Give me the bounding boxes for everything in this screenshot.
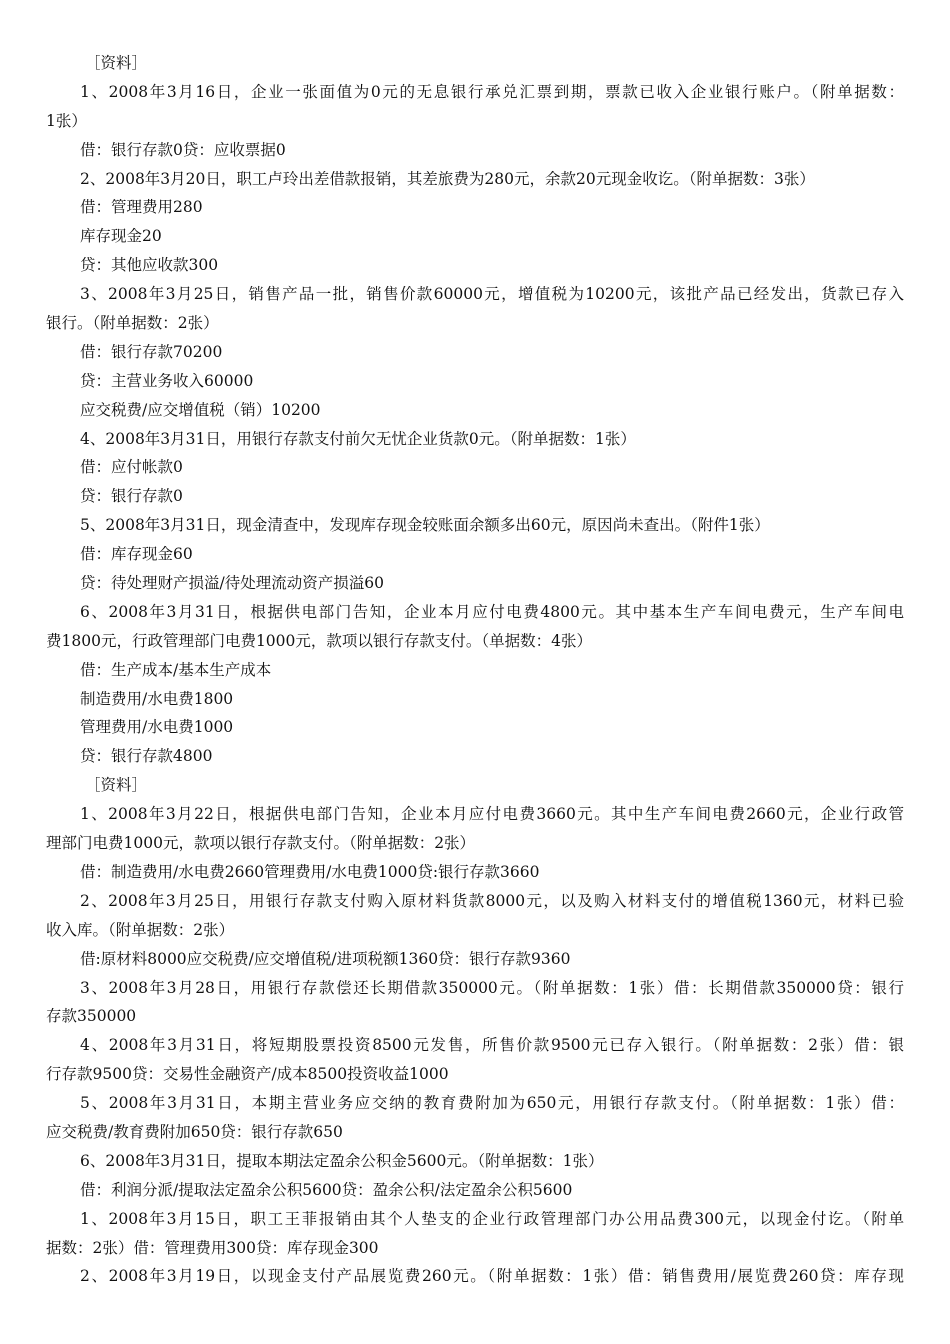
text-line: 3、2008年3月28日，用银行存款偿还长期借款350000元。（附单据数：1张）借：长期借款350000贷：银行 <box>80 978 904 997</box>
text-line: 贷：其他应收款300 <box>80 256 219 275</box>
text-line: 1、2008年3月22日，根据供电部门告知，企业本月应付电费3660元。其中生产车间电费2660元，企业行政管 <box>80 805 904 824</box>
text-line: 借：利润分派/提取法定盈余公积5600贷：盈余公积/法定盈余公积5600 <box>80 1180 573 1199</box>
text-line: 1、2008年3月16日，企业一张面值为0元的无息银行承兑汇票到期，票款已收入企业银行账户。（附单据数： <box>80 82 904 101</box>
text-line: 贷：银行存款0 <box>80 487 183 506</box>
text-line: 5、2008年3月31日，现金清查中，发现库存现金较账面余额多出60元，原因尚未查出。（附件1张） <box>80 516 770 535</box>
text-line: 收入库。（附单据数：2张） <box>46 920 235 939</box>
text-line: 库存现金20 <box>80 227 162 246</box>
text-line: 5、2008年3月31日，本期主营业务应交纳的教育费附加为650元，用银行存款支付。（附单据数：1张）借： <box>80 1094 904 1113</box>
text-line: 2、2008年3月25日，用银行存款支付购入原材料货款8000元，以及购入材料支付的增值税1360元，材料已验 <box>80 891 904 910</box>
text-line: 行存款9500贷：交易性金融资产/成本8500投资收益1000 <box>46 1065 449 1084</box>
text-line: 2、2008年3月19日，以现金支付产品展览费260元。（附单据数：1张）借：销售费用/展览费260贷：库存现 <box>80 1267 904 1286</box>
text-line: 制造费用/水电费1800 <box>80 689 234 708</box>
text-line: 贷：待处理财产损溢/待处理流动资产损溢60 <box>80 574 384 593</box>
text-line: 4、2008年3月31日，用银行存款支付前欠无忧企业货款0元。（附单据数：1张） <box>80 429 636 448</box>
text-line: 借：银行存款0贷：应收票据0 <box>80 140 286 159</box>
text-line: 1张） <box>46 111 87 130</box>
text-line: 2、2008年3月20日，职工卢玲出差借款报销，其差旅费为280元，余款20元现金收讫。（附单据数：3张） <box>80 169 815 188</box>
text-line: 应交税费/应交增值税（销）10200 <box>80 400 321 419</box>
text-line: 1、2008年3月15日，职工王菲报销由其个人垫支的企业行政管理部门办公用品费300元，以现金付讫。（附单 <box>80 1209 904 1228</box>
text-line: 费1800元，行政管理部门电费1000元，款项以银行存款支付。（单据数：4张） <box>46 631 593 650</box>
text-line: 6、2008年3月31日，提取本期法定盈余公积金5600元。（附单据数：1张） <box>80 1151 604 1170</box>
text-line: 存款350000 <box>46 1007 137 1026</box>
text-line: 管理费用/水电费1000 <box>80 718 234 737</box>
text-line: 借：生产成本/基本生产成本 <box>80 660 272 679</box>
text-line: 借：管理费用280 <box>80 198 203 217</box>
text-line: ［资料］ <box>85 776 148 795</box>
text-line: 贷：主营业务收入60000 <box>80 371 254 390</box>
text-line: 银行。（附单据数：2张） <box>46 314 219 333</box>
text-line: 借:原材料8000应交税费/应交增值税/进项税额1360贷：银行存款9360 <box>80 949 571 968</box>
text-line: 借：制造费用/水电费2660管理费用/水电费1000贷:银行存款3660 <box>80 862 540 881</box>
text-line: 借：应付帐款0 <box>80 458 183 477</box>
text-line: ［资料］ <box>85 54 148 72</box>
text-line: 应交税费/教育费附加650贷：银行存款650 <box>46 1122 343 1141</box>
text-line: 4、2008年3月31日，将短期股票投资8500元发售，所售价款9500元已存入银行。（附单据数：2张）借：银 <box>80 1036 904 1055</box>
text-line: 理部门电费1000元，款项以银行存款支付。（附单据数：2张） <box>46 834 476 853</box>
text-line: 6、2008年3月31日，根据供电部门告知，企业本月应付电费4800元。其中基本生产车间电费元，生产车间电 <box>80 602 904 621</box>
text-line: 借：银行存款70200 <box>80 342 223 361</box>
text-line: 贷：银行存款4800 <box>80 747 213 766</box>
text-line: 3、2008年3月25日，销售产品一批，销售价款60000元，增值税为10200元，该批产品已经发出，货款已存入 <box>80 285 904 304</box>
text-line: 借：库存现金60 <box>80 545 193 564</box>
text-line: 据数：2张）借：管理费用300贷：库存现金300 <box>46 1238 379 1257</box>
